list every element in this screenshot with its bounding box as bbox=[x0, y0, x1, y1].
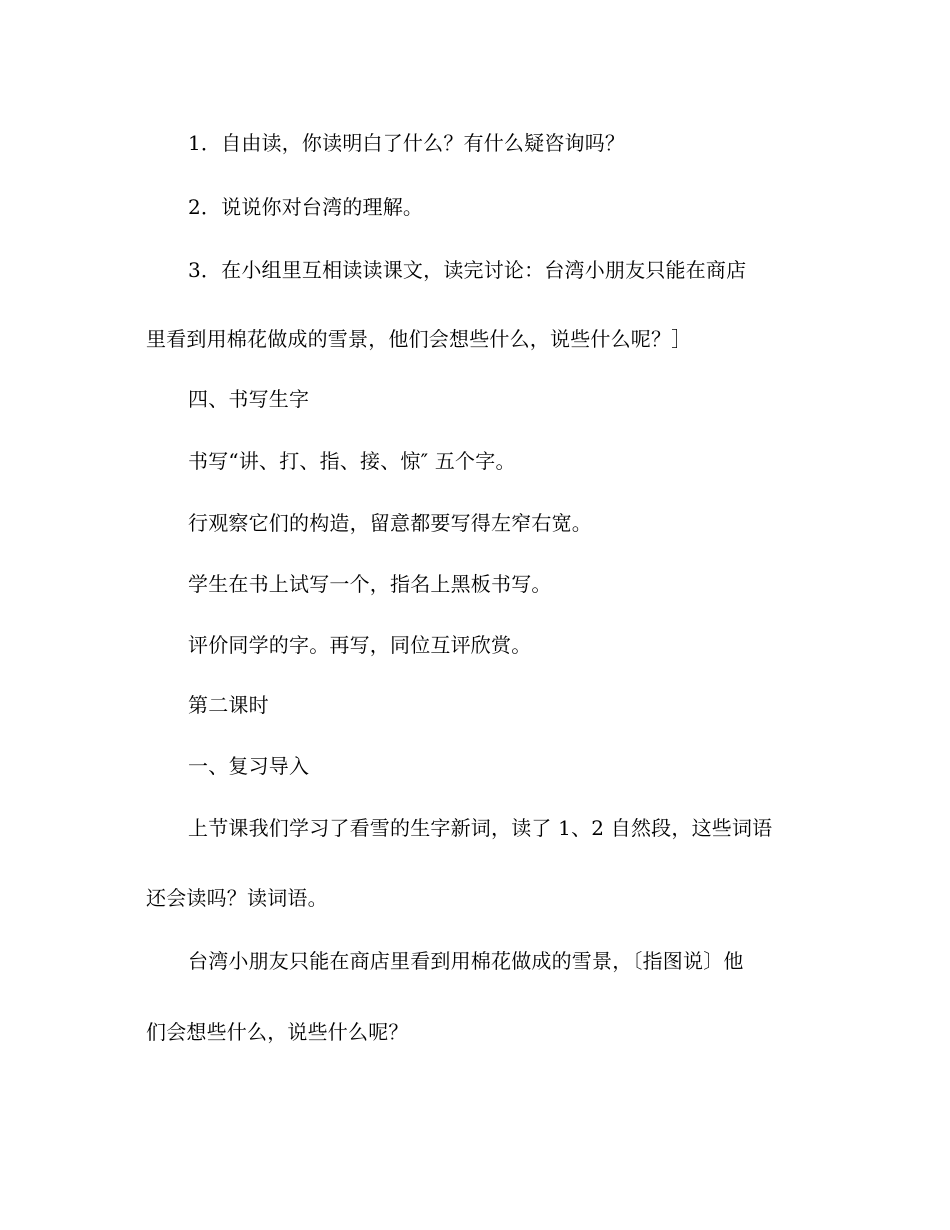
paragraph-line: 学生在书上试写一个，指名上黑板书写。 bbox=[188, 572, 552, 596]
paragraph-line: 1．自由读，你读明白了什么？有什么疑咨询吗？ bbox=[188, 131, 626, 155]
paragraph-line: 们会想些什么，说些什么呢？ bbox=[146, 1020, 409, 1044]
section-heading: 四、书写生字 bbox=[188, 387, 310, 411]
paragraph-line: 还会读吗？读词语。 bbox=[146, 886, 328, 910]
paragraph-line: 评价同学的字。再写，同位互评欣赏。 bbox=[188, 633, 532, 657]
paragraph-line: 里看到用棉花做成的雪景，他们会想些什么，说些什么呢？］ bbox=[146, 327, 692, 351]
paragraph-line: 上节课我们学习了看雪的生字新词，读了 1、2 自然段，这些词语 bbox=[188, 816, 773, 840]
paragraph-line: 台湾小朋友只能在商店里看到用棉花做成的雪景，〔指图说〕他 bbox=[188, 949, 744, 973]
paragraph-line: 2．说说你对台湾的理解。 bbox=[188, 195, 424, 219]
section-heading: 第二课时 bbox=[188, 693, 269, 717]
paragraph-line: 书写“讲、打、指、接、惊″ 五个字。 bbox=[188, 449, 516, 473]
paragraph-line: 3．在小组里互相读读课文，读完讨论：台湾小朋友只能在商店 bbox=[188, 258, 747, 282]
paragraph-line: 行观察它们的构造，留意都要写得左窄右宽。 bbox=[188, 511, 592, 535]
section-heading: 一、复习导入 bbox=[188, 754, 310, 778]
